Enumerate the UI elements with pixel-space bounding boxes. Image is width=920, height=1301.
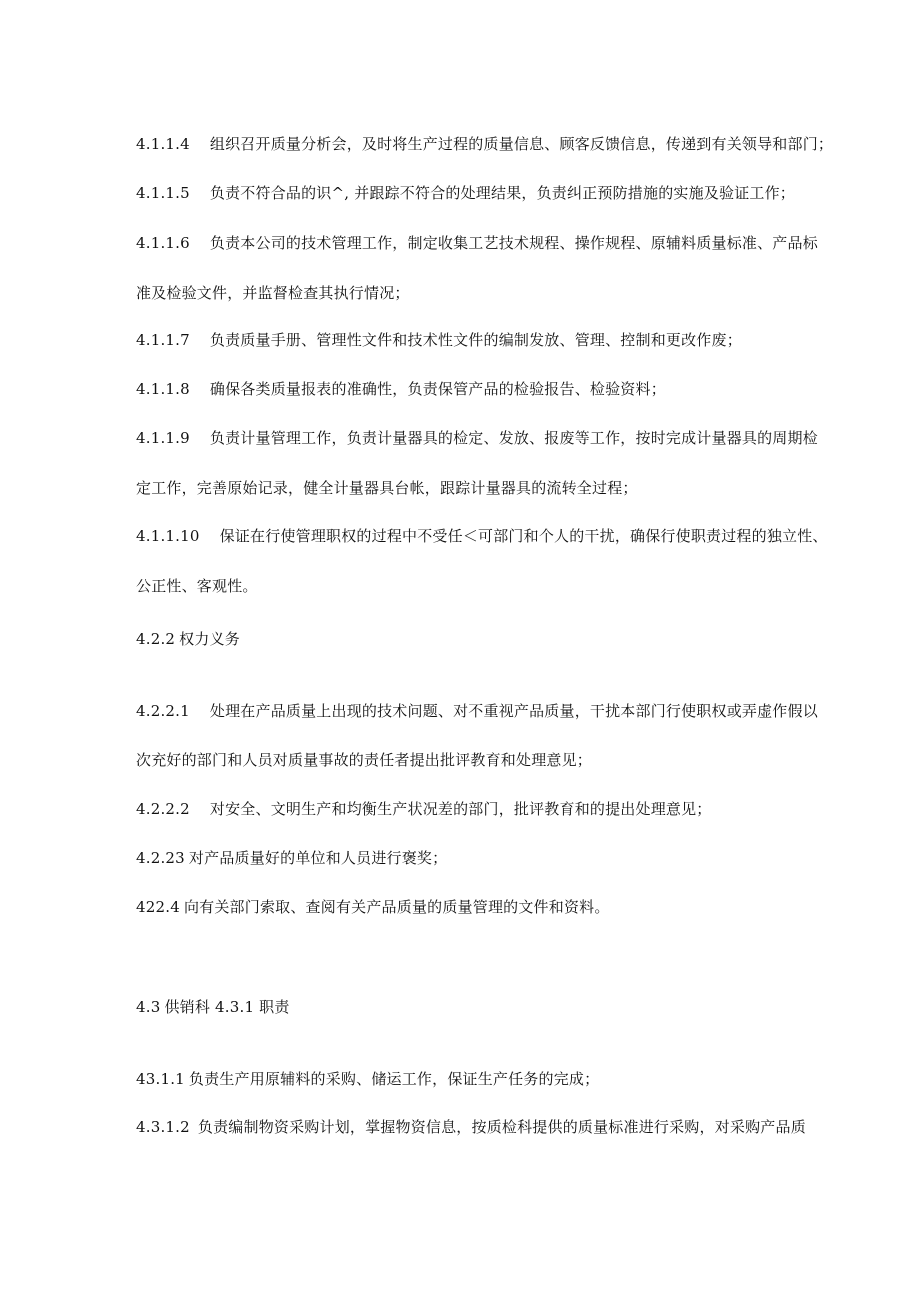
clause-4-1-1-6-continued <box>136 283 410 303</box>
clause-text: 准及检验文件，并监督检查其执行情况； <box>136 284 410 302</box>
clause-text: 定工作，完善原始记录，健全计量器具台帐，跟踪计量器具的流转全过程； <box>136 479 638 497</box>
clause-text: 次充好的部门和人员对质量事故的责任者提出批评教育和处理意见； <box>136 751 593 769</box>
clause-text: 负责不符合品的识^, 并跟踪不符合的处理结果，负责纠正预防措施的实施及验证工作； <box>209 184 795 202</box>
section-title: 供销科 4.3.1 职责 <box>164 998 290 1016</box>
clause-number: 422.4 <box>136 898 180 916</box>
clause-4-1-1-10 <box>136 526 828 546</box>
clause-number: 4.2.23 <box>136 849 185 867</box>
clause-text: 负责本公司的技术管理工作，制定收集工艺技术规程、操作规程、原辅料质量标准、产品标 <box>209 234 818 252</box>
clause-4-1-1-6 <box>136 233 818 253</box>
clause-4-2-2-1 <box>136 701 818 721</box>
clause-number: 4.1.1.4 <box>136 135 190 153</box>
section-4-3-heading <box>136 997 290 1017</box>
clause-text: 确保各类质量报表的准确性，负责保管产品的检验报告、检验资料； <box>209 380 666 398</box>
section-4-2-2-heading <box>136 629 240 649</box>
section-number: 4.3 <box>136 998 161 1016</box>
clause-number: 4.3.1.2 <box>136 1118 190 1136</box>
clause-text: 公正性、客观性。 <box>136 577 258 595</box>
clause-4-2-2-2 <box>136 799 712 819</box>
clause-4-1-1-7 <box>136 330 742 350</box>
clause-number: 4.1.1.7 <box>136 331 190 349</box>
clause-43-1-1 <box>136 1069 599 1089</box>
clause-4-1-1-9-continued <box>136 478 638 498</box>
clause-text: 负责生产用原辅料的采购、储运工作，保证生产任务的完成； <box>188 1070 600 1088</box>
clause-4-3-1-2 <box>136 1117 806 1137</box>
clause-422-4 <box>136 897 610 917</box>
clause-number: 4.2.2.2 <box>136 800 190 818</box>
clause-text: 对安全、文明生产和均衡生产状况差的部门，批评教育和的提出处理意见； <box>209 800 712 818</box>
clause-number: 4.1.1.9 <box>136 429 190 447</box>
clause-4-2-2-1-continued <box>136 750 592 770</box>
clause-text: 向有关部门索取、查阅有关产品质量的质量管理的文件和资料。 <box>183 898 610 916</box>
clause-4-1-1-8 <box>136 379 666 399</box>
clause-text: 对产品质量好的单位和人员进行褒奖； <box>188 849 448 867</box>
clause-text: 组织召开质量分析会，及时将生产过程的质量信息、顾客反馈信息，传递到有关领导和部门； <box>209 135 834 153</box>
section-number: 4.2.2 <box>136 630 176 648</box>
clause-text: 负责编制物资采购计划，掌握物资信息，按质检科提供的质量标准进行采购，对采购产品质 <box>197 1118 806 1136</box>
clause-number: 4.1.1.10 <box>136 527 200 545</box>
section-title: 权力义务 <box>179 630 240 648</box>
clause-text: 负责计量管理工作，负责计量器具的检定、发放、报废等工作，按时完成计量器具的周期检 <box>209 429 818 447</box>
clause-number: 4.1.1.8 <box>136 380 190 398</box>
clause-4-1-1-9 <box>136 428 818 448</box>
clause-text: 处理在产品质量上出现的技术问题、对不重视产品质量，干扰本部门行使职权或弄虚作假以 <box>209 702 818 720</box>
clause-4-2-23 <box>136 848 447 868</box>
clause-number: 43.1.1 <box>136 1070 185 1088</box>
clause-text: 保证在行使管理职权的过程中不受任＜可部门和个人的干扰，确保行使职责过程的独立性、 <box>219 527 828 545</box>
clause-number: 4.1.1.6 <box>136 234 190 252</box>
clause-text: 负责质量手册、管理性文件和技术性文件的编制发放、管理、控制和更改作废； <box>209 331 742 349</box>
clause-4-1-1-10-continued <box>136 576 258 596</box>
clause-number: 4.1.1.5 <box>136 184 190 202</box>
clause-number: 4.2.2.1 <box>136 702 190 720</box>
clause-4-1-1-5 <box>136 183 795 203</box>
clause-4-1-1-4 <box>136 134 833 154</box>
